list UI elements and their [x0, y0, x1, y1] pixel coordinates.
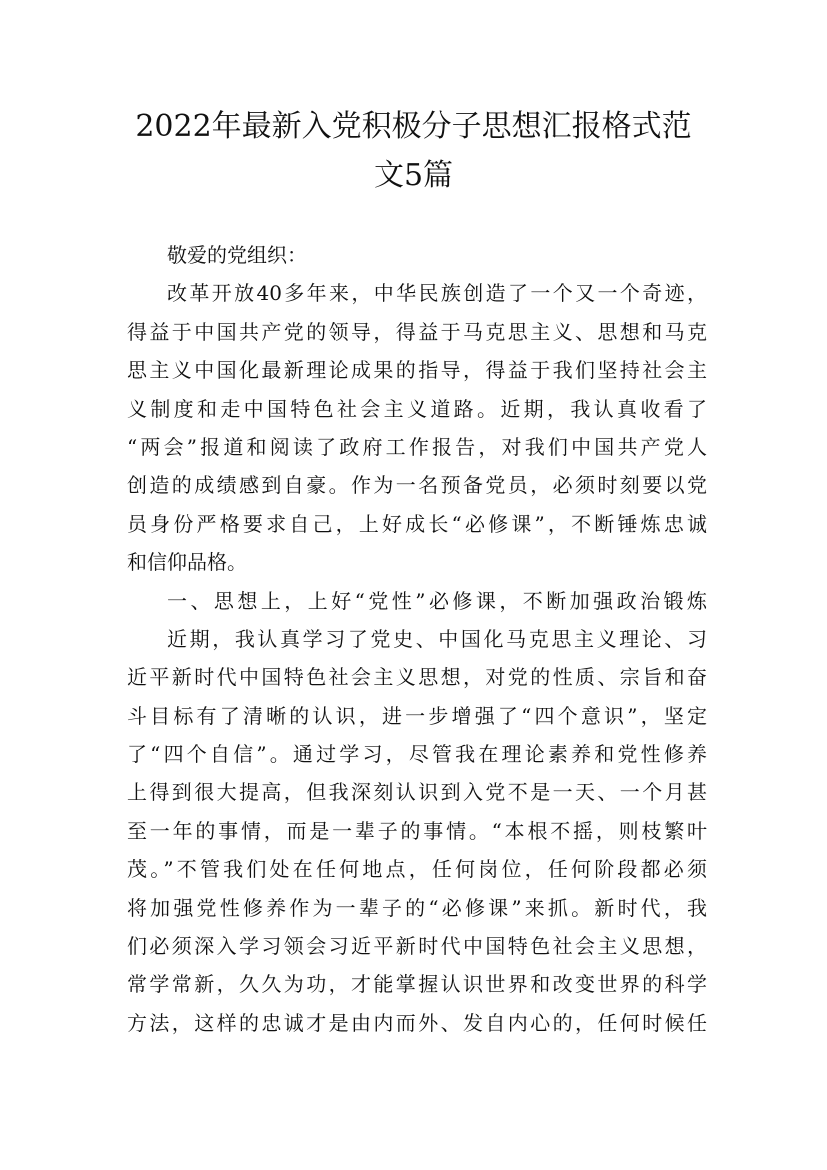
salutation: 敬爱的党组织： — [167, 243, 307, 267]
title-line-2: 文5篇 — [373, 158, 454, 193]
body-line: 改革开放40多年来，中华民族创造了一个又一个奇迹， — [167, 281, 707, 306]
body-line: 常学常新，久久为功，才能掌握认识世界和改变世界的科学 — [127, 972, 707, 997]
body-line: “两会”报道和阅读了政府工作报告，对我们中国共产党人 — [127, 434, 707, 459]
body-line: 们必须深入学习领会习近平新时代中国特色社会主义思想， — [127, 934, 707, 959]
body-line: 上得到很大提高，但我深刻认识到入党不是一天、一个月甚 — [127, 780, 707, 805]
body-line: 得益于中国共产党的领导，得益于马克思主义、思想和马克 — [127, 319, 707, 344]
body-line: 近期，我认真学习了党史、中国化马克思主义理论、习 — [167, 626, 707, 651]
body-line: 近平新时代中国特色社会主义思想，对党的性质、宗旨和奋 — [127, 665, 707, 690]
body-line: 至一年的事情，而是一辈子的事情。“本根不摇，则枝繁叶 — [127, 818, 707, 843]
body-line: 茂。”不管我们处在任何地点，任何岗位，任何阶段都必须 — [127, 857, 707, 882]
body-line: 创造的成绩感到自豪。作为一名预备党员，必须时刻要以党 — [127, 473, 707, 498]
body-line: 斗目标有了清晰的认识，进一步增强了“四个意识”，坚定 — [127, 703, 707, 728]
body-line: 了“四个自信”。通过学习，尽管我在理论素养和党性修养 — [127, 742, 707, 767]
body-line: 一、思想上，上好“党性”必修课，不断加强政治锻炼 — [167, 588, 707, 613]
body-line: 将加强党性修养作为一辈子的“必修课”来抓。新时代，我 — [127, 895, 707, 920]
title-line-1: 2022年最新入党积极分子思想汇报格式范 — [135, 109, 692, 144]
body-line: 义制度和走中国特色社会主义道路。近期，我认真收看了 — [127, 396, 707, 421]
body-line: 方法，这样的忠诚才是由内而外、发自内心的，任何时候任 — [127, 1010, 707, 1035]
body-line: 思主义中国化最新理论成果的指导，得益于我们坚持社会主 — [127, 358, 707, 383]
body-line: 和信仰品格。 — [127, 550, 247, 575]
document-body — [127, 236, 707, 1042]
body-line: 员身份严格要求自己，上好成长“必修课”，不断锤炼忠诚 — [127, 511, 707, 536]
document-title — [120, 102, 707, 200]
